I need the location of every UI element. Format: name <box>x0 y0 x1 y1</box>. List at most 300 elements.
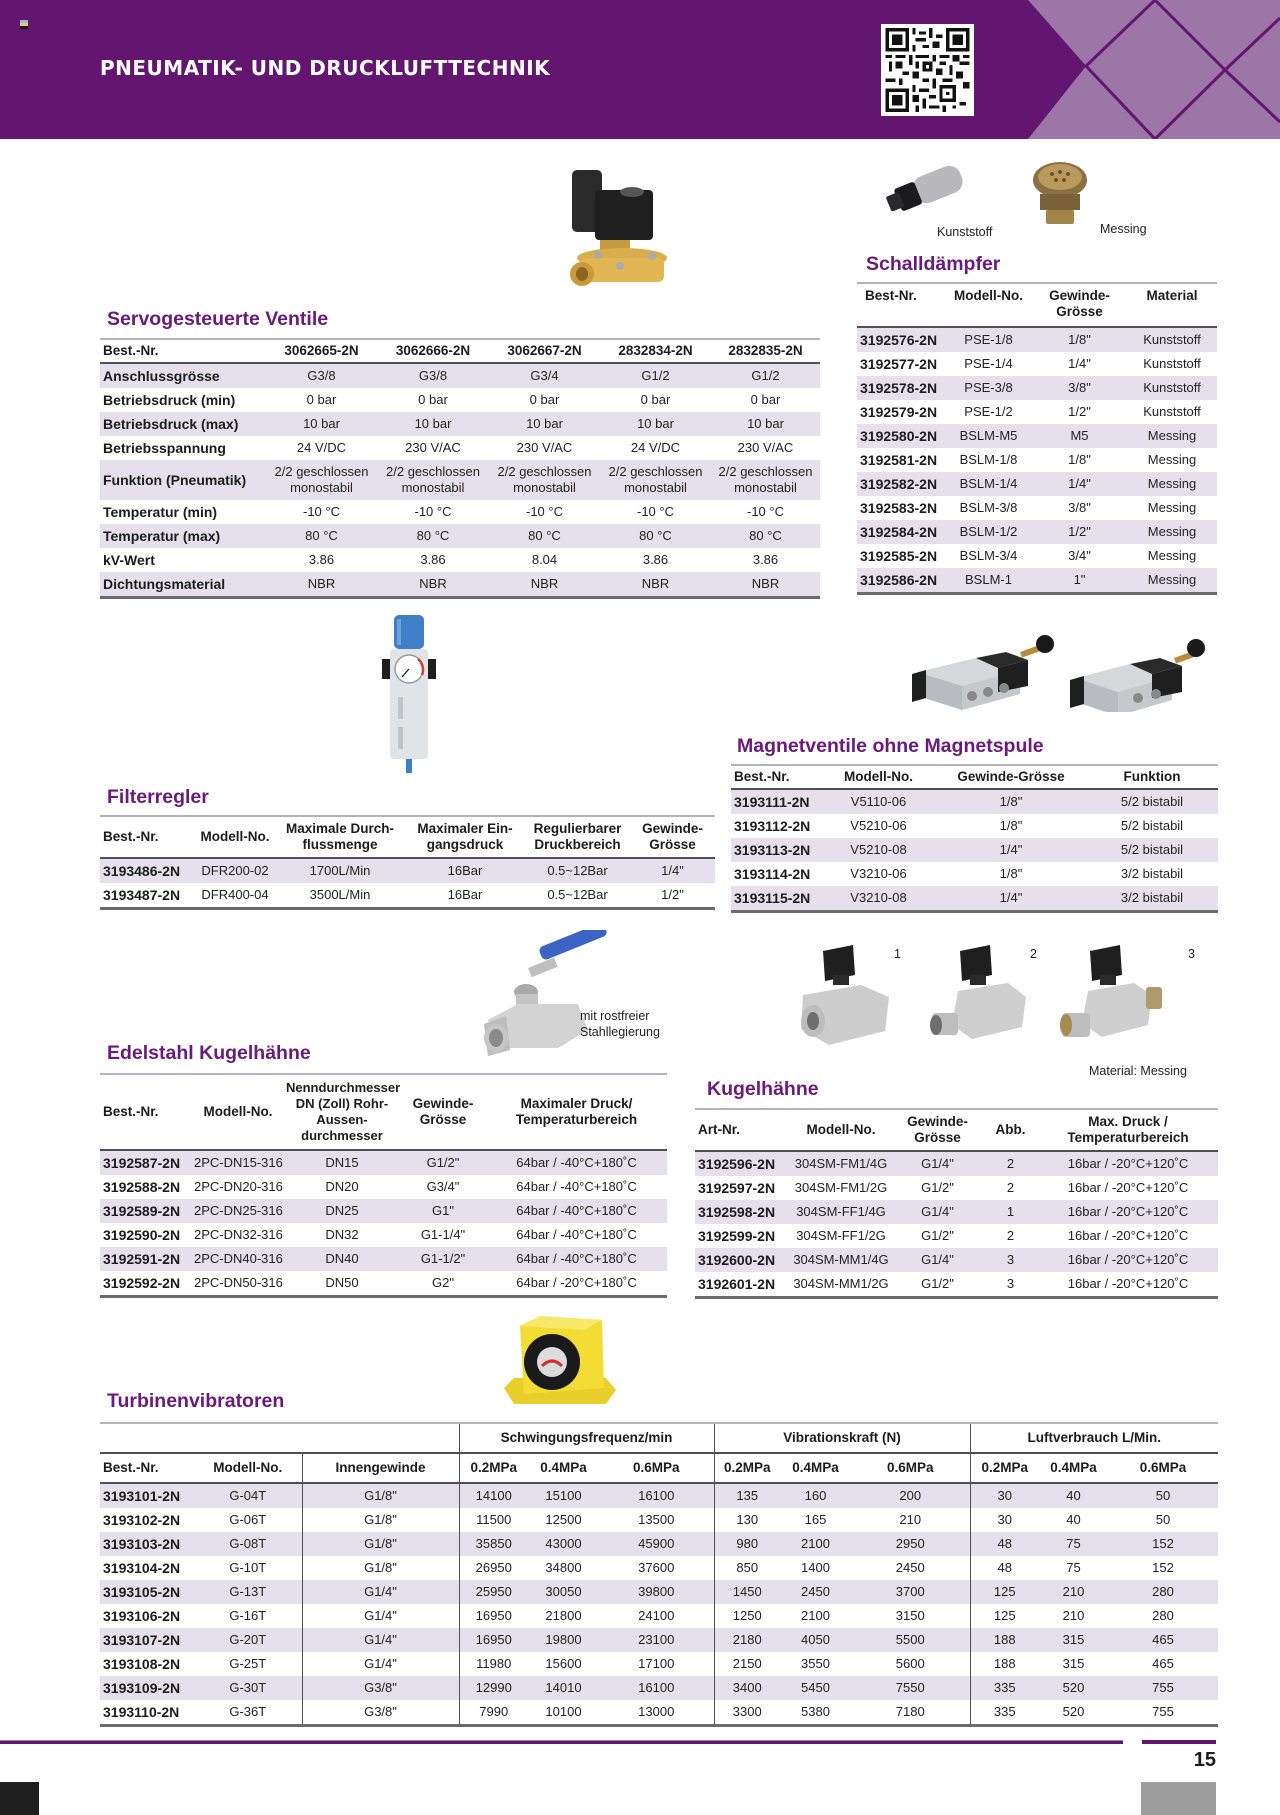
table-row <box>100 1580 1218 1604</box>
column-header: Modell-No. <box>806 1122 876 1137</box>
table-cell: G3/8" <box>302 1676 459 1700</box>
table-row <box>100 858 715 883</box>
table-cell: G3/8 <box>266 363 377 388</box>
section-title-filter: Filterregler <box>107 786 209 808</box>
table-row <box>695 1248 1218 1272</box>
table-row <box>100 1175 667 1199</box>
table-cell: 152 <box>1108 1532 1218 1556</box>
table-cell: 210 <box>1039 1580 1108 1604</box>
table-cell: 125 <box>970 1604 1039 1628</box>
table-cell: -10 °C <box>526 504 563 519</box>
table-row <box>100 1532 1218 1556</box>
table-row <box>100 1483 1218 1508</box>
table-header-row <box>100 339 820 363</box>
table-cell: 3400 <box>714 1676 780 1700</box>
order-number-cell: 3192587-2N <box>100 1150 192 1175</box>
table-cell: 3 <box>983 1248 1038 1272</box>
table-cell: 0 bar <box>640 392 671 407</box>
table-row <box>100 524 820 548</box>
table-cell: 40 <box>1039 1483 1108 1508</box>
table-cell: 1" <box>1032 568 1127 594</box>
table-row <box>100 436 820 460</box>
caption-brass-material: Material: Messing <box>1089 1064 1187 1078</box>
table-cell: 43000 <box>528 1532 599 1556</box>
table-cell: 16bar / -20°C+120˚C <box>1067 1276 1189 1291</box>
table-cell: 2150 <box>714 1652 780 1676</box>
column-header: 0.4MPa <box>540 1460 587 1475</box>
table-row <box>100 388 820 412</box>
table-cell: G1/4" <box>892 1200 983 1224</box>
table-cell: 188 <box>970 1652 1039 1676</box>
table-cell: 230 V/AC <box>516 440 573 455</box>
table-cell: 7990 <box>459 1700 528 1726</box>
table-header-row <box>100 816 715 858</box>
table-cell: 10 bar <box>266 412 377 436</box>
column-header: 2832835-2N <box>728 343 803 358</box>
table-cell: 2180 <box>714 1628 780 1652</box>
section-title-servo: Servogesteuerte Ventile <box>107 308 329 330</box>
table-cell: G1/2" <box>400 1150 486 1175</box>
table-cell: 16Bar <box>405 858 525 883</box>
table-cell: Messing <box>1147 500 1197 515</box>
table-row <box>857 496 1217 520</box>
table-cell: NBR <box>489 572 600 598</box>
diamond-pattern-decoration <box>1028 0 1280 139</box>
table-cell: V3210-08 <box>821 886 936 912</box>
order-number-cell: 3192592-2N <box>103 1275 181 1291</box>
order-number-cell: 3192576-2N <box>857 327 945 352</box>
servo-valve-table <box>100 338 820 599</box>
table-cell: 30 <box>970 1483 1039 1508</box>
table-cell: 5500 <box>851 1628 970 1652</box>
table-cell: 14010 <box>528 1676 599 1700</box>
table-cell: 37600 <box>638 1560 675 1575</box>
order-number-cell: 3192583-2N <box>860 500 938 516</box>
column-header: Gewinde-Grösse <box>957 769 1065 784</box>
table-cell: G3/8" <box>302 1700 459 1726</box>
table-row <box>857 448 1217 472</box>
table-row <box>100 1508 1218 1532</box>
filter-regulator-table <box>100 815 715 910</box>
table-cell: G1/8" <box>302 1508 459 1532</box>
table-cell: 3/2 bistabil <box>1120 866 1184 881</box>
table-cell: V3210-06 <box>850 866 907 881</box>
table-cell: 21800 <box>545 1608 582 1623</box>
table-cell: 16bar / -20°C+120˚C <box>1038 1248 1218 1272</box>
table-cell: 80 °C <box>711 524 820 548</box>
table-cell: 3700 <box>851 1580 970 1604</box>
table-cell: 1/4" <box>1032 472 1127 496</box>
table-cell: NBR <box>600 572 711 598</box>
table-cell: 304SM-MM1/4G <box>790 1248 892 1272</box>
order-number-cell: 3193108-2N <box>103 1656 181 1672</box>
order-number-cell: 3193486-2N <box>100 858 195 883</box>
table-cell: G-20T <box>194 1628 302 1652</box>
order-number-cell: 3193113-2N <box>731 838 821 862</box>
table-row <box>731 838 1218 862</box>
page-number: 15 <box>1193 1749 1216 1771</box>
section-title-schall: Schalldämpfer <box>866 253 1001 275</box>
table-cell: 45900 <box>599 1532 714 1556</box>
column-header: 0.2MPa <box>714 1453 780 1483</box>
table-cell: 130 <box>714 1508 780 1532</box>
table-cell: 1/8" <box>936 789 1086 814</box>
column-header: Modell-No. <box>203 1104 273 1119</box>
table-cell: 48 <box>970 1532 1039 1556</box>
solenoid-valve-bodies-image <box>910 630 1210 712</box>
table-cell: DN15 <box>284 1150 400 1175</box>
column-header: Best.-Nr. <box>103 829 159 844</box>
column-header: 0.6MPa <box>632 1460 680 1475</box>
caption-stainless: mit rostfreier Stahllegierung <box>580 1009 660 1039</box>
table-cell: 3/8" <box>1032 376 1127 400</box>
filter-regulator-image <box>380 615 440 785</box>
table-cell: V5110-06 <box>821 789 936 814</box>
table-cell: 64bar / -40°C+180˚C <box>486 1199 667 1223</box>
table-row <box>100 1247 667 1271</box>
order-number-cell: 3192588-2N <box>103 1179 181 1195</box>
table-cell: 40 <box>1066 1512 1081 1527</box>
table-cell: Messing <box>1147 548 1197 563</box>
table-cell: 335 <box>970 1700 1039 1726</box>
column-header: Max. Druck / Temperaturbereich <box>1067 1114 1189 1145</box>
table-cell: 152 <box>1152 1560 1174 1575</box>
table-cell: G1" <box>400 1199 486 1223</box>
row-label: Betriebsdruck (min) <box>103 392 236 408</box>
table-cell: G-25T <box>229 1656 267 1671</box>
table-cell: DN25 <box>284 1199 400 1223</box>
footer-divider <box>0 1740 1123 1744</box>
table-row <box>100 1556 1218 1580</box>
order-number-cell: 3192586-2N <box>857 568 945 594</box>
table-cell: V5210-06 <box>850 818 907 833</box>
figure-number-1: 1 <box>894 947 901 961</box>
column-header: Best.-Nr. <box>103 1104 159 1119</box>
order-number-cell: 3193102-2N <box>103 1512 181 1528</box>
table-cell: Messing <box>1127 568 1217 594</box>
table-cell: 1/2" <box>1068 404 1091 419</box>
table-row <box>695 1224 1218 1248</box>
page-title: PNEUMATIK- UND DRUCKLUFTTECHNIK <box>100 56 551 80</box>
table-cell: BSLM-M5 <box>945 424 1032 448</box>
table-cell: 3.86 <box>420 552 446 567</box>
table-cell: 2100 <box>801 1608 830 1623</box>
table-cell: DN40 <box>284 1247 400 1271</box>
column-header: Maximaler Druck/ Temperaturbereich <box>515 1096 638 1127</box>
table-cell: G1/2" <box>921 1180 954 1195</box>
table-cell: 520 <box>1039 1676 1108 1700</box>
column-header: Gewinde-Grösse <box>642 821 703 852</box>
table-cell: G3/8 <box>377 363 489 388</box>
table-cell: 80 °C <box>377 524 489 548</box>
table-cell: 12990 <box>459 1676 528 1700</box>
column-header: Best.-Nr. <box>103 343 159 358</box>
table-cell: 16100 <box>599 1483 714 1508</box>
order-number-cell: 3192584-2N <box>857 520 945 544</box>
table-cell: 12500 <box>545 1512 582 1527</box>
column-header: 3062667-2N <box>507 343 582 358</box>
table-cell: NBR <box>711 572 820 598</box>
table-cell: 75 <box>1039 1532 1108 1556</box>
table-cell: 64bar / -40°C+180˚C <box>486 1247 667 1271</box>
column-header: Regulierbarer Druckbereich <box>533 821 622 852</box>
table-row <box>100 883 715 909</box>
table-cell: 1700L/Min <box>275 858 405 883</box>
table-cell: 2 <box>983 1151 1038 1176</box>
table-cell: 335 <box>970 1676 1039 1700</box>
table-cell: G1/4" <box>892 1248 983 1272</box>
stainless-ball-valve-image <box>478 930 618 1060</box>
table-cell: G1/4" <box>302 1628 459 1652</box>
table-row <box>731 862 1218 886</box>
order-number-cell: 3192597-2N <box>698 1180 776 1196</box>
table-cell: PSE-1/8 <box>945 327 1032 352</box>
table-cell: 7180 <box>895 1704 925 1719</box>
order-number-cell: 3193104-2N <box>103 1560 181 1576</box>
silencer-table <box>857 282 1217 595</box>
table-row <box>100 1199 667 1223</box>
order-number-cell: 3193103-2N <box>100 1532 194 1556</box>
figure-number-2: 2 <box>1030 947 1037 961</box>
order-number-cell: 3193115-2N <box>731 886 821 912</box>
order-number-cell: 3192591-2N <box>100 1247 192 1271</box>
table-cell: 16bar / -20°C+120˚C <box>1038 1200 1218 1224</box>
row-label: Anschlussgrösse <box>100 363 266 388</box>
table-row <box>100 412 820 436</box>
order-number-cell: 3192600-2N <box>695 1248 790 1272</box>
table-cell: 5450 <box>780 1676 851 1700</box>
order-number-cell: 3193109-2N <box>100 1676 194 1700</box>
table-cell: DN32 <box>325 1227 359 1242</box>
table-cell: G-36T <box>229 1704 267 1719</box>
row-label: Dichtungsmaterial <box>100 572 266 598</box>
table-cell: 200 <box>851 1483 970 1508</box>
column-header: Modell-No. <box>844 769 913 784</box>
section-title-edelstahl: Edelstahl Kugelhähne <box>107 1042 311 1064</box>
brass-silencer-image <box>1030 160 1090 228</box>
table-cell: 520 <box>1062 1704 1085 1719</box>
table-cell: 64bar / -40°C+180˚C <box>516 1227 637 1242</box>
table-cell: -10 °C <box>747 504 784 519</box>
table-cell: G-13T <box>194 1580 302 1604</box>
table-cell: 2PC-DN32-316 <box>194 1227 283 1242</box>
table-cell: DN20 <box>325 1179 359 1194</box>
table-row <box>100 1628 1218 1652</box>
table-cell: 755 <box>1152 1704 1174 1719</box>
table-cell: V5210-08 <box>821 838 936 862</box>
row-label: Temperatur (min) <box>103 504 218 520</box>
table-cell: 2/2 geschlossen monostabil <box>266 460 377 500</box>
table-row <box>100 1223 667 1247</box>
table-cell: 64bar / -40°C+180˚C <box>516 1179 637 1194</box>
table-row <box>857 520 1217 544</box>
qr-code-icon <box>885 28 970 112</box>
table-cell: 2PC-DN20-316 <box>194 1179 283 1194</box>
column-header: 0.2MPa <box>459 1453 528 1483</box>
table-cell: 2PC-DN50-316 <box>194 1275 283 1290</box>
table-cell: G-16T <box>229 1608 267 1623</box>
qr-code[interactable] <box>881 24 974 116</box>
table-cell: G1/2" <box>921 1228 954 1243</box>
table-cell: 30050 <box>528 1580 599 1604</box>
order-number-cell: 3193107-2N <box>100 1628 194 1652</box>
table-cell: 980 <box>714 1532 780 1556</box>
column-header: 2832834-2N <box>618 343 693 358</box>
table-cell: 3.86 <box>752 552 779 567</box>
column-group-header: Schwingungsfrequenz/min <box>459 1423 714 1453</box>
order-number-cell: 3192596-2N <box>695 1151 790 1176</box>
table-cell: 11500 <box>459 1508 528 1532</box>
table-cell: Messing <box>1147 452 1197 467</box>
order-number-cell: 3193105-2N <box>100 1580 194 1604</box>
table-cell: G1/2" <box>921 1276 954 1291</box>
table-row <box>857 472 1217 496</box>
column-group-header: Luftverbrauch L/Min. <box>970 1423 1218 1453</box>
table-cell: BSLM-1/4 <box>945 472 1032 496</box>
table-cell: 3/8" <box>1068 500 1091 515</box>
table-cell: 30 <box>970 1508 1039 1532</box>
table-cell: 10100 <box>545 1704 582 1719</box>
table-cell: 3.86 <box>642 552 669 567</box>
table-cell: 3150 <box>895 1608 925 1623</box>
table-cell: NBR <box>266 572 377 598</box>
row-label: Betriebsspannung <box>103 440 226 456</box>
table-cell: 16bar / -20°C+120˚C <box>1067 1180 1189 1195</box>
brass-ball-valves-image <box>795 945 1215 1055</box>
table-cell: 16bar / -20°C+120˚C <box>1038 1151 1218 1176</box>
table-cell: 1/8" <box>1032 327 1127 352</box>
section-title-magnet: Magnetventile ohne Magnetspule <box>737 735 1044 757</box>
table-cell: 3300 <box>714 1700 780 1726</box>
table-cell: 280 <box>1108 1580 1218 1604</box>
table-cell: DN50 <box>325 1275 359 1290</box>
table-cell: PSE-1/2 <box>964 404 1013 419</box>
table-cell: 5/2 bistabil <box>1120 818 1184 833</box>
figure-number-3: 3 <box>1188 947 1195 961</box>
table-cell: 188 <box>970 1628 1039 1652</box>
column-header: Art-Nr. <box>698 1122 741 1137</box>
row-label: Temperatur (max) <box>100 524 266 548</box>
table-row <box>857 327 1217 352</box>
column-header: Gewinde-Grösse <box>907 1114 968 1145</box>
column-header: Gewinde-Grösse <box>1049 288 1110 319</box>
table-cell: 0 bar <box>418 392 448 407</box>
table-row <box>857 376 1217 400</box>
table-cell: 465 <box>1108 1628 1218 1652</box>
stainless-ball-valve-table <box>100 1073 667 1298</box>
table-cell: 2PC-DN25-316 <box>192 1199 284 1223</box>
table-cell: BSLM-3/8 <box>959 500 1018 515</box>
table-cell: G1/4" <box>302 1652 459 1676</box>
turbine-vibrator-image <box>494 1308 624 1418</box>
table-cell: M5 <box>1032 424 1127 448</box>
table-cell: 1/2" <box>661 887 684 902</box>
column-group-header: Vibrationskraft (N) <box>714 1423 970 1453</box>
column-header: Abb. <box>995 1122 1026 1137</box>
table-row <box>100 1604 1218 1628</box>
order-number-cell: 3192582-2N <box>857 472 945 496</box>
table-cell: 5600 <box>895 1656 925 1671</box>
flag-icon <box>20 20 28 29</box>
table-cell: 160 <box>780 1483 851 1508</box>
table-cell: 2/2 geschlossen monostabil <box>600 460 711 500</box>
table-cell: 10 bar <box>711 412 820 436</box>
order-number-cell: 3192599-2N <box>698 1228 776 1244</box>
table-cell: G1/8" <box>302 1483 459 1508</box>
table-cell: 230 V/AC <box>405 440 461 455</box>
table-cell: 50 <box>1155 1512 1171 1527</box>
table-cell: 50 <box>1108 1483 1218 1508</box>
table-row <box>100 1652 1218 1676</box>
table-cell: Messing <box>1127 424 1217 448</box>
order-number-cell: 3193111-2N <box>731 789 821 814</box>
table-cell: 5/2 bistabil <box>1086 838 1218 862</box>
table-cell: 0 bar <box>306 392 337 407</box>
table-row <box>731 789 1218 814</box>
table-cell: 24 V/DC <box>296 440 347 455</box>
table-cell: 850 <box>714 1556 780 1580</box>
table-cell: 1/4" <box>936 886 1086 912</box>
table-cell: Kunststoff <box>1127 327 1217 352</box>
table-cell: -10 °C <box>414 504 452 519</box>
table-group-header-row <box>100 1423 1218 1453</box>
table-cell: 2/2 geschlossen monostabil <box>377 460 489 500</box>
table-cell: 39800 <box>599 1580 714 1604</box>
table-cell: 13000 <box>638 1704 675 1719</box>
table-cell: 10 bar <box>489 412 600 436</box>
table-cell: 1/8" <box>999 818 1023 833</box>
order-number-cell: 3192578-2N <box>857 376 945 400</box>
table-cell: 64bar / -40°C+180˚C <box>486 1150 667 1175</box>
table-cell: 1 <box>983 1200 1038 1224</box>
table-cell: DFR400-04 <box>201 887 269 902</box>
table-cell: 304SM-FF1/4G <box>790 1200 892 1224</box>
table-cell: 3500L/Min <box>309 887 371 902</box>
table-cell: 210 <box>899 1512 922 1527</box>
table-cell: 304SM-FM1/4G <box>790 1151 892 1176</box>
table-cell: 315 <box>1039 1628 1108 1652</box>
order-number-cell: 3192598-2N <box>695 1200 790 1224</box>
table-header-row <box>100 1453 1218 1483</box>
table-cell: 10 bar <box>600 412 711 436</box>
table-cell: G-08T <box>194 1532 302 1556</box>
table-cell: PSE-1/4 <box>964 356 1013 371</box>
column-header: 0.6MPa <box>1139 1460 1187 1475</box>
table-cell: 26950 <box>459 1556 528 1580</box>
column-header: Modell-No. <box>954 288 1023 303</box>
table-cell: 3/2 bistabil <box>1086 886 1218 912</box>
table-header-row <box>100 1074 667 1150</box>
table-row <box>857 400 1217 424</box>
table-cell: 25950 <box>459 1580 528 1604</box>
order-number-cell: 3193487-2N <box>103 887 181 903</box>
table-cell: 35850 <box>459 1532 528 1556</box>
column-header: 3062666-2N <box>395 343 471 358</box>
table-row <box>100 1676 1218 1700</box>
table-cell: BSLM-1/8 <box>959 452 1018 467</box>
table-cell: 0.5~12Bar <box>525 858 630 883</box>
table-cell: 3/4" <box>1068 548 1091 563</box>
order-number-cell: 3192585-2N <box>860 548 938 564</box>
table-cell: 48 <box>970 1556 1039 1580</box>
table-cell: 2/2 geschlossen monostabil <box>489 460 600 500</box>
table-row <box>857 544 1217 568</box>
table-cell: 1/8" <box>1068 452 1091 467</box>
plastic-silencer-image <box>885 160 975 225</box>
table-cell: 7550 <box>851 1676 970 1700</box>
table-cell: 210 <box>1062 1608 1085 1623</box>
table-row <box>100 572 820 598</box>
